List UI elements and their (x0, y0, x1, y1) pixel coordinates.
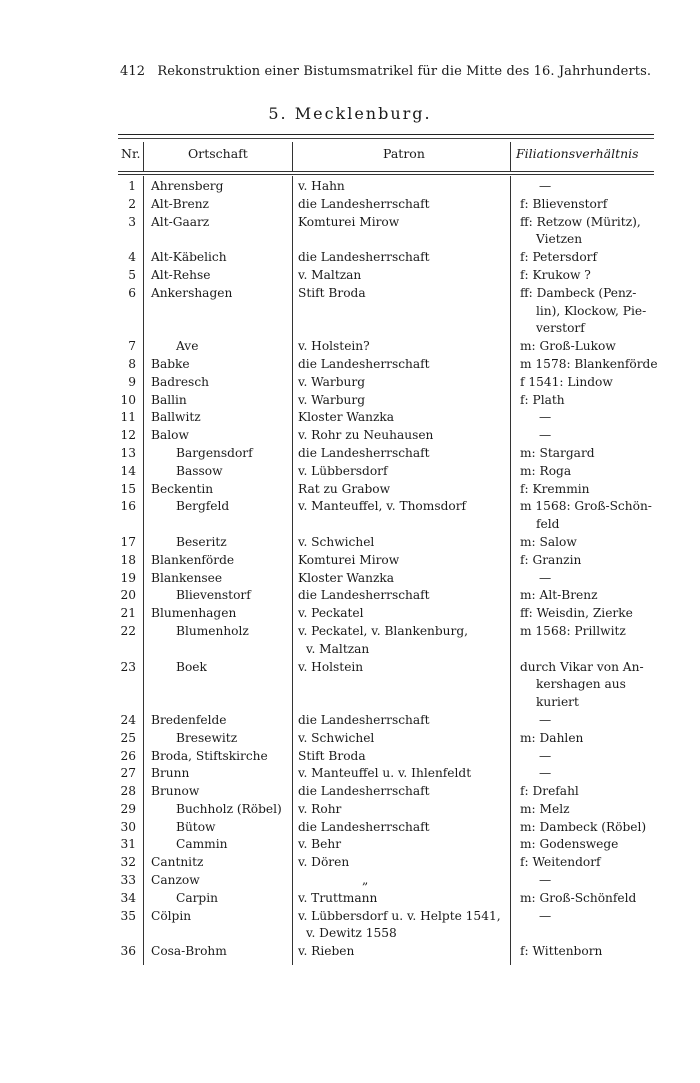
filiation-cell: f: Petersdorf (520, 250, 598, 265)
patron-cell: v. Maltzan (306, 641, 370, 656)
ortschaft-cell: Buchholz (Röbel) (176, 801, 282, 816)
patron-cell: v. Warburg (298, 392, 366, 407)
table-row (118, 570, 654, 588)
patron-cell: v. Lübbersdorf (298, 463, 388, 478)
patron-cell: die Landesherrschaft (298, 784, 430, 799)
ortschaft-cell: Brunn (151, 766, 190, 781)
filiation-cell: m: Salow (520, 534, 577, 549)
patron-cell: v. Holstein (298, 659, 364, 674)
ortschaft-cell: Babke (151, 356, 190, 371)
table-row (118, 285, 654, 338)
filiation-cell: f: Granzin (520, 552, 582, 567)
patron-cell: v. Lübbersdorf u. v. Helpte 1541, (298, 908, 501, 923)
filiation-cell: verstorf (536, 321, 585, 336)
table-row (118, 552, 654, 570)
filiation-cell: m: Dambeck (Röbel) (520, 819, 647, 834)
filiation-cell: durch Vikar von An- (520, 659, 644, 674)
patron-cell: die Landesherrschaft (298, 819, 430, 834)
table-row (118, 498, 654, 534)
table-row (118, 748, 654, 766)
filiation-cell: m: Godenswege (520, 837, 619, 852)
row-number: 11 (120, 410, 136, 425)
section-title: 5. Mecklenburg. (268, 104, 432, 123)
ortschaft-cell: Cosa-Brohm (151, 944, 227, 959)
row-number: 20 (120, 588, 136, 603)
filiation-cell: m 1578: Blankenförde (520, 356, 658, 371)
filiation-cell: — (539, 873, 552, 888)
row-number: 23 (120, 659, 136, 674)
table-row (118, 534, 654, 552)
table-row (118, 267, 654, 285)
row-number: 24 (120, 712, 136, 727)
ortschaft-cell: Ankershagen (151, 285, 233, 300)
ortschaft-cell: Cantnitz (151, 855, 204, 870)
filiation-cell: m: Dahlen (520, 730, 584, 745)
table-row (118, 338, 654, 356)
patron-cell: v. Schwichel (298, 534, 375, 549)
row-number: 36 (120, 944, 136, 959)
patron-cell: Komturei Mirow (298, 214, 400, 229)
row-number: 21 (120, 606, 136, 621)
ortschaft-cell: Brunow (151, 784, 200, 799)
row-number: 33 (120, 873, 136, 888)
ortschaft-cell: Bassow (176, 463, 223, 478)
table-row (118, 196, 654, 214)
patron-cell: v. Rohr (298, 801, 342, 816)
ortschaft-cell: Carpin (176, 890, 218, 905)
ortschaft-cell: Bargensdorf (176, 445, 253, 460)
row-number: 10 (120, 392, 136, 407)
table-row (118, 445, 654, 463)
patron-cell: Kloster Wanzka (298, 410, 395, 425)
table-row (118, 819, 654, 837)
table-top-rule (118, 134, 654, 135)
ortschaft-cell: Blumenholz (176, 623, 249, 638)
ortschaft-cell: Ahrensberg (151, 179, 224, 193)
table-row (118, 872, 654, 890)
row-number: 4 (128, 250, 136, 265)
patron-cell: v. Dewitz 1558 (306, 926, 397, 941)
row-number: 6 (128, 285, 136, 300)
page-number: 412 (120, 64, 146, 79)
ortschaft-cell: Ballin (151, 392, 187, 407)
patron-cell: v. Warburg (298, 374, 366, 389)
patron-cell: die Landesherrschaft (298, 250, 430, 265)
ortschaft-cell: Boek (176, 659, 207, 674)
column-header-ortschaft: Ortschaft (188, 146, 248, 161)
filiation-cell: — (539, 428, 552, 443)
table-row (118, 730, 654, 748)
filiation-cell: feld (536, 517, 560, 532)
table-row (118, 214, 654, 250)
column-divider (143, 176, 144, 965)
column-divider (510, 176, 511, 965)
filiation-cell: f: Krukow ? (520, 267, 591, 282)
filiation-cell: — (539, 570, 552, 585)
filiation-cell: f: Weitendorf (520, 855, 601, 870)
patron-cell: v. Rieben (298, 944, 355, 959)
patron-cell: v. Schwichel (298, 730, 375, 745)
row-number: 22 (120, 623, 136, 638)
ortschaft-cell: Broda, Stiftskirche (151, 748, 268, 763)
patron-cell: Kloster Wanzka (298, 570, 395, 585)
row-number: 9 (128, 374, 136, 389)
ortschaft-cell: Blankensee (151, 570, 223, 585)
patron-cell: Stift Broda (298, 748, 366, 763)
column-header-nr: Nr. (121, 146, 141, 161)
filiation-cell: — (539, 748, 552, 763)
ortschaft-cell: Beckentin (151, 481, 214, 496)
ortschaft-cell: Cammin (176, 837, 228, 852)
row-number: 35 (120, 908, 136, 923)
table-row (118, 783, 654, 801)
filiation-cell: ff: Weisdin, Zierke (520, 606, 633, 621)
patron-cell: die Landesherrschaft (298, 588, 430, 603)
row-number: 17 (120, 534, 136, 549)
table-row (118, 801, 654, 819)
table-row (118, 836, 654, 854)
row-number: 16 (120, 499, 136, 514)
ortschaft-cell: Bütow (176, 819, 216, 834)
row-number: 13 (120, 445, 136, 460)
ortschaft-cell: Ballwitz (151, 410, 201, 425)
row-number: 27 (120, 766, 136, 781)
ortschaft-cell: Beseritz (176, 534, 227, 549)
row-number: 26 (120, 748, 136, 763)
patron-cell: v. Rohr zu Neuhausen (298, 428, 434, 443)
table-row (118, 943, 654, 961)
patron-cell: die Landesherrschaft (298, 445, 430, 460)
filiation-cell: ff: Dambeck (Penz- (520, 285, 637, 300)
filiation-cell: — (539, 908, 552, 923)
row-number: 34 (120, 890, 136, 905)
table-row (118, 659, 654, 712)
filiation-cell: f: Plath (520, 392, 565, 407)
filiation-cell: — (539, 410, 552, 425)
filiation-cell: m: Groß-Lukow (520, 339, 616, 354)
table-row (118, 623, 654, 659)
table-row (118, 392, 654, 410)
filiation-cell: ff: Retzow (Müritz), (520, 214, 641, 229)
patron-cell: v. Peckatel (298, 606, 364, 621)
patron-cell: die Landesherrschaft (298, 712, 430, 727)
row-number: 14 (120, 463, 136, 478)
patron-cell: v. Hahn (298, 179, 345, 193)
table-row (118, 463, 654, 481)
row-number: 18 (120, 552, 136, 567)
table-row (118, 427, 654, 445)
patron-cell: Komturei Mirow (298, 552, 400, 567)
patron-cell: „ (362, 873, 369, 888)
column-header-filiation: Filiationsverhältnis (516, 146, 639, 161)
patron-cell: v. Manteuffel u. v. Ihlenfeldt (298, 766, 472, 781)
table-row (118, 249, 654, 267)
header-divider (292, 142, 293, 172)
header-divider (510, 142, 511, 172)
table-row (118, 178, 654, 196)
patron-cell: v. Truttmann (298, 890, 378, 905)
patron-cell: v. Peckatel, v. Blankenburg, (298, 623, 469, 638)
header-bottom-rule-thin (118, 174, 654, 175)
row-number: 15 (120, 481, 136, 496)
ortschaft-cell: Bredenfelde (151, 712, 227, 727)
filiation-cell: m: Roga (520, 463, 572, 478)
table-top-rule-thin (118, 138, 654, 139)
patron-cell: Rat zu Grabow (298, 481, 391, 496)
row-number: 5 (128, 267, 136, 282)
filiation-cell: kershagen aus (536, 677, 626, 692)
row-number: 25 (120, 730, 136, 745)
patron-cell: Stift Broda (298, 285, 366, 300)
table-row (118, 409, 654, 427)
row-number: 1 (128, 179, 136, 193)
row-number: 8 (128, 356, 136, 371)
filiation-cell: f: Blievenstorf (520, 196, 608, 211)
patron-cell: die Landesherrschaft (298, 196, 430, 211)
filiation-cell: m: Melz (520, 801, 570, 816)
row-number: 12 (120, 428, 136, 443)
patron-cell: v. Manteuffel, v. Thomsdorf (298, 499, 467, 514)
ortschaft-cell: Alt-Gaarz (151, 214, 210, 229)
ortschaft-cell: Alt-Brenz (151, 196, 209, 211)
running-title: Rekonstruktion einer Bistumsmatrikel für die Mitte des 16. Jahrhunderts. (157, 64, 652, 79)
ortschaft-cell: Badresch (151, 374, 209, 389)
table-row (118, 908, 654, 944)
column-divider (292, 176, 293, 965)
ortschaft-cell: Balow (151, 428, 189, 443)
filiation-cell: m: Alt-Brenz (520, 588, 598, 603)
table-row (118, 587, 654, 605)
running-head (120, 64, 652, 79)
table-row (118, 356, 658, 374)
filiation-cell: f 1541: Lindow (520, 374, 613, 389)
ortschaft-cell: Canzow (151, 873, 200, 888)
table-row (118, 605, 654, 623)
patron-cell: v. Holstein? (298, 339, 370, 354)
row-number: 32 (120, 855, 136, 870)
filiation-cell: m 1568: Groß-Schön- (520, 499, 652, 514)
filiation-cell: f: Drefahl (520, 784, 579, 799)
filiation-cell: f: Wittenborn (520, 944, 603, 959)
row-number: 30 (120, 819, 136, 834)
row-number: 31 (120, 837, 136, 852)
ortschaft-cell: Bresewitz (176, 730, 238, 745)
filiation-cell: kuriert (536, 695, 579, 710)
column-header-patron: Patron (383, 146, 425, 161)
filiation-cell: m 1568: Prillwitz (520, 623, 626, 638)
ortschaft-cell: Bergfeld (176, 499, 230, 514)
table-row (118, 890, 654, 908)
patron-cell: die Landesherrschaft (298, 356, 430, 371)
ortschaft-cell: Blumenhagen (151, 606, 237, 621)
table-row (118, 481, 654, 499)
filiation-cell: — (539, 766, 552, 781)
row-number: 19 (120, 570, 136, 585)
ortschaft-cell: Blievenstorf (176, 588, 251, 603)
row-number: 28 (120, 784, 136, 799)
table-row (118, 374, 654, 392)
table-row (118, 712, 654, 730)
filiation-cell: — (539, 712, 552, 727)
ortschaft-cell: Cölpin (151, 908, 192, 923)
ortschaft-cell: Alt-Käbelich (151, 250, 227, 265)
filiation-cell: f: Kremmin (520, 481, 590, 496)
ortschaft-cell: Alt-Rehse (151, 267, 211, 282)
patron-cell: v. Maltzan (298, 267, 362, 282)
filiation-cell: m: Groß-Schönfeld (520, 890, 637, 905)
ortschaft-cell: Ave (176, 339, 199, 354)
patron-cell: v. Behr (298, 837, 342, 852)
header-bottom-rule (118, 171, 654, 172)
filiation-cell: m: Stargard (520, 445, 595, 460)
filiation-cell: lin), Klockow, Pie- (536, 303, 647, 318)
table-row (118, 765, 654, 783)
row-number: 7 (128, 339, 136, 354)
header-divider (143, 142, 144, 172)
row-number: 29 (120, 801, 136, 816)
row-number: 3 (128, 214, 136, 229)
patron-cell: v. Dören (298, 855, 350, 870)
ortschaft-cell: Blankenförde (151, 552, 235, 567)
row-number: 2 (128, 196, 136, 211)
table-body (118, 178, 658, 961)
table-row (118, 854, 654, 872)
filiation-cell: — (539, 179, 552, 193)
filiation-cell: Vietzen (536, 232, 583, 247)
